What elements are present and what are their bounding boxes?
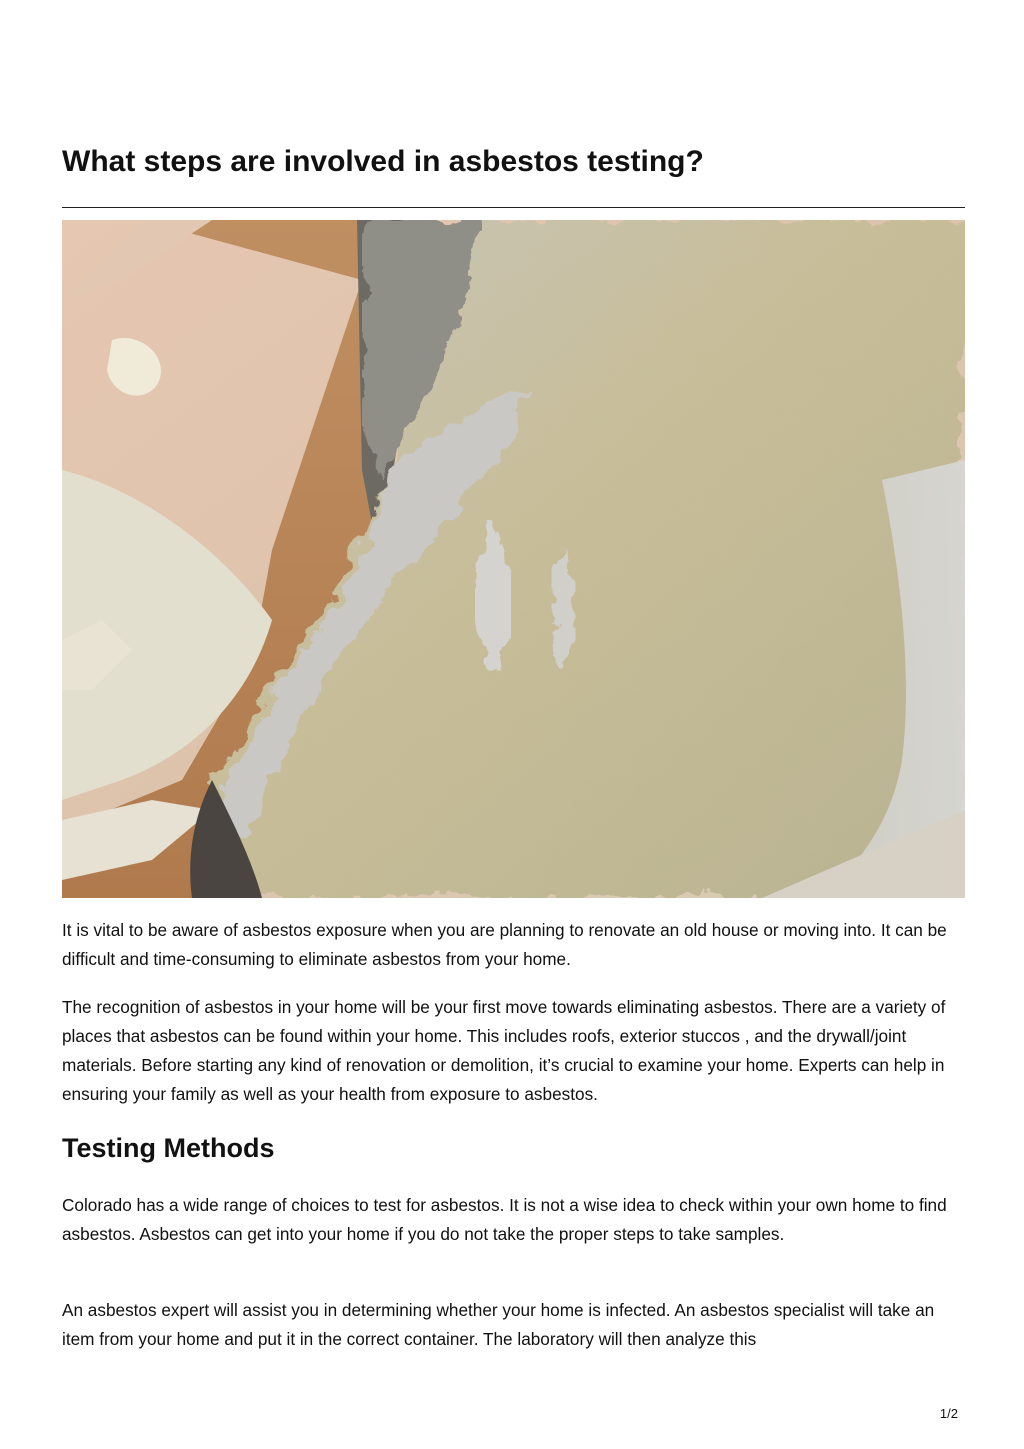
page-title: What steps are involved in asbestos testing? [62, 145, 704, 178]
paragraph-recognition: The recognition of asbestos in your home will be your first move towards eliminating asbestos. There are a variety of places that asbestos can be found within your home. This includes roofs, exterior stuccos , and the drywall/joint materials. Before starting any kind of renovation or demolition, it’s crucial to examine your home. Experts can help in ensuring your family as well as your health from exposure to asbestos. [62, 997, 946, 1104]
title-divider [62, 207, 965, 208]
section-heading-testing-methods: Testing Methods [62, 1133, 275, 1163]
paragraph-intro: It is vital to be aware of asbestos exposure when you are planning to renovate an old house or moving into. It can be difficult and time-consuming to eliminate asbestos from your home. [62, 920, 947, 969]
paragraph-colorado: Colorado has a wide range of choices to test for asbestos. It is not a wise idea to check within your own home to find asbestos. Asbestos can get into your home if you do not take the proper steps to take samples. [62, 1195, 947, 1244]
paragraph-expert: An asbestos expert will assist you in determining whether your home is infected. An asbestos specialist will take an item from your home and put it in the correct container. The laboratory will then analyze this [62, 1300, 935, 1349]
page-number: 1/2 [939, 1406, 958, 1421]
asbestos-photo [62, 220, 965, 898]
